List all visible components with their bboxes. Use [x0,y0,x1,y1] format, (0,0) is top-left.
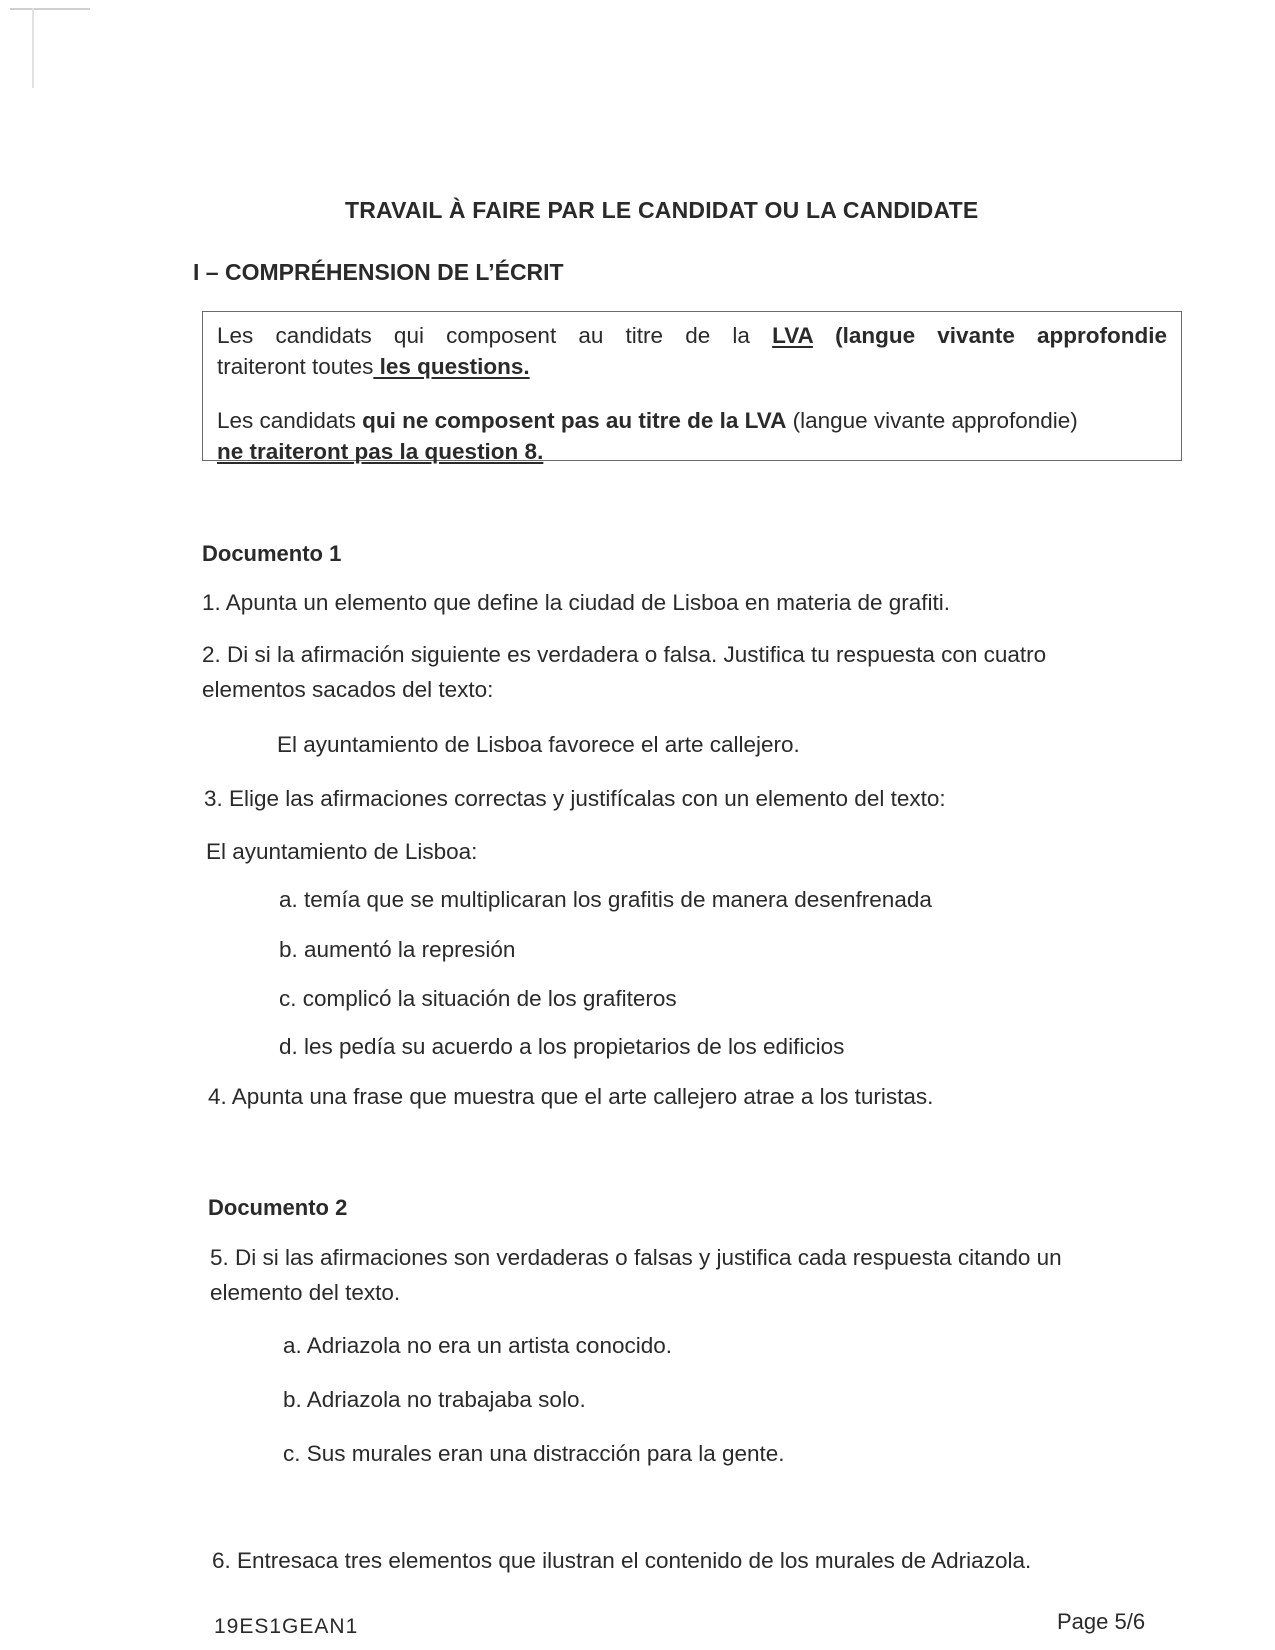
instructions-box [202,311,1182,464]
non-lva-label: qui ne composent pas au titre de la LVA [362,408,787,433]
lva-detail: (langue vivante approfondie [812,323,1167,348]
page-title: TRAVAIL À FAIRE PAR LE CANDIDAT OU LA CANDIDATE [345,197,979,223]
question-3-option-d: d. les pedía su acuerdo a los propietarios de los edificios [279,1034,845,1059]
all-questions-label: les questions. [373,354,530,379]
scan-mark-vertical [32,8,34,88]
subject-code: 19ES1GEAN1 [214,1615,359,1638]
instruction-non-lva-text: Les candidats [217,408,363,433]
instruction-non-lva [217,405,1167,436]
question-3-lead: El ayuntamiento de Lisboa: [206,839,478,864]
non-lva-detail: (langue vivante approfondie) [786,408,1078,433]
question-1: 1. Apunta un elemento que define la ciudad de Lisboa en materia de grafiti. [202,590,951,615]
question-3-option-b: b. aumentó la represión [279,937,516,962]
question-3-option-c: c. complicó la situación de los grafiteros [279,986,677,1011]
instruction-lva-text: Les candidats qui composent au titre de la [217,323,773,348]
document-2-heading: Documento 2 [208,1195,348,1220]
skip-question-label: ne traiteront pas la question 8. [217,439,544,464]
question-5: 5. Di si las afirmaciones son verdaderas o falsas y justifica cada respuesta citando un elemento del texto. [210,1245,1062,1305]
question-2: 2. Di si la afirmación siguiente es verdadera o falsa. Justifica tu respuesta con cuatro elementos sacados del texto: [202,642,1047,702]
question-4: 4. Apunta una frase que muestra que el arte callejero atrae a los turistas. [208,1084,934,1109]
document-1-heading: Documento 1 [202,541,342,566]
question-3-option-a: a. temía que se multiplicaran los grafitis de manera desenfrenada [279,887,932,912]
instruction-non-lva-line2 [217,436,1167,467]
scan-mark [10,8,90,10]
question-6: 6. Entresaca tres elementos que ilustran el contenido de los murales de Adriazola. [212,1548,1032,1573]
lva-label: LVA [772,323,813,348]
instruction-lva-line2 [217,351,1167,382]
question-5-option-b: b. Adriazola no trabajaba solo. [283,1387,586,1412]
question-5-option-c: c. Sus murales eran una distracción para la gente. [283,1441,785,1466]
question-3: 3. Elige las afirmaciones correctas y justifícalas con un elemento del texto: [204,786,946,811]
question-5-option-a: a. Adriazola no era un artista conocido. [283,1333,672,1358]
section-heading: I – COMPRÉHENSION DE L’ÉCRIT [193,259,564,285]
instruction-lva-text-2: traiteront toutes [217,354,374,379]
question-2-statement: El ayuntamiento de Lisboa favorece el arte callejero. [277,732,800,757]
instruction-lva [217,320,1167,351]
page-number: Page 5/6 [1057,1609,1146,1634]
